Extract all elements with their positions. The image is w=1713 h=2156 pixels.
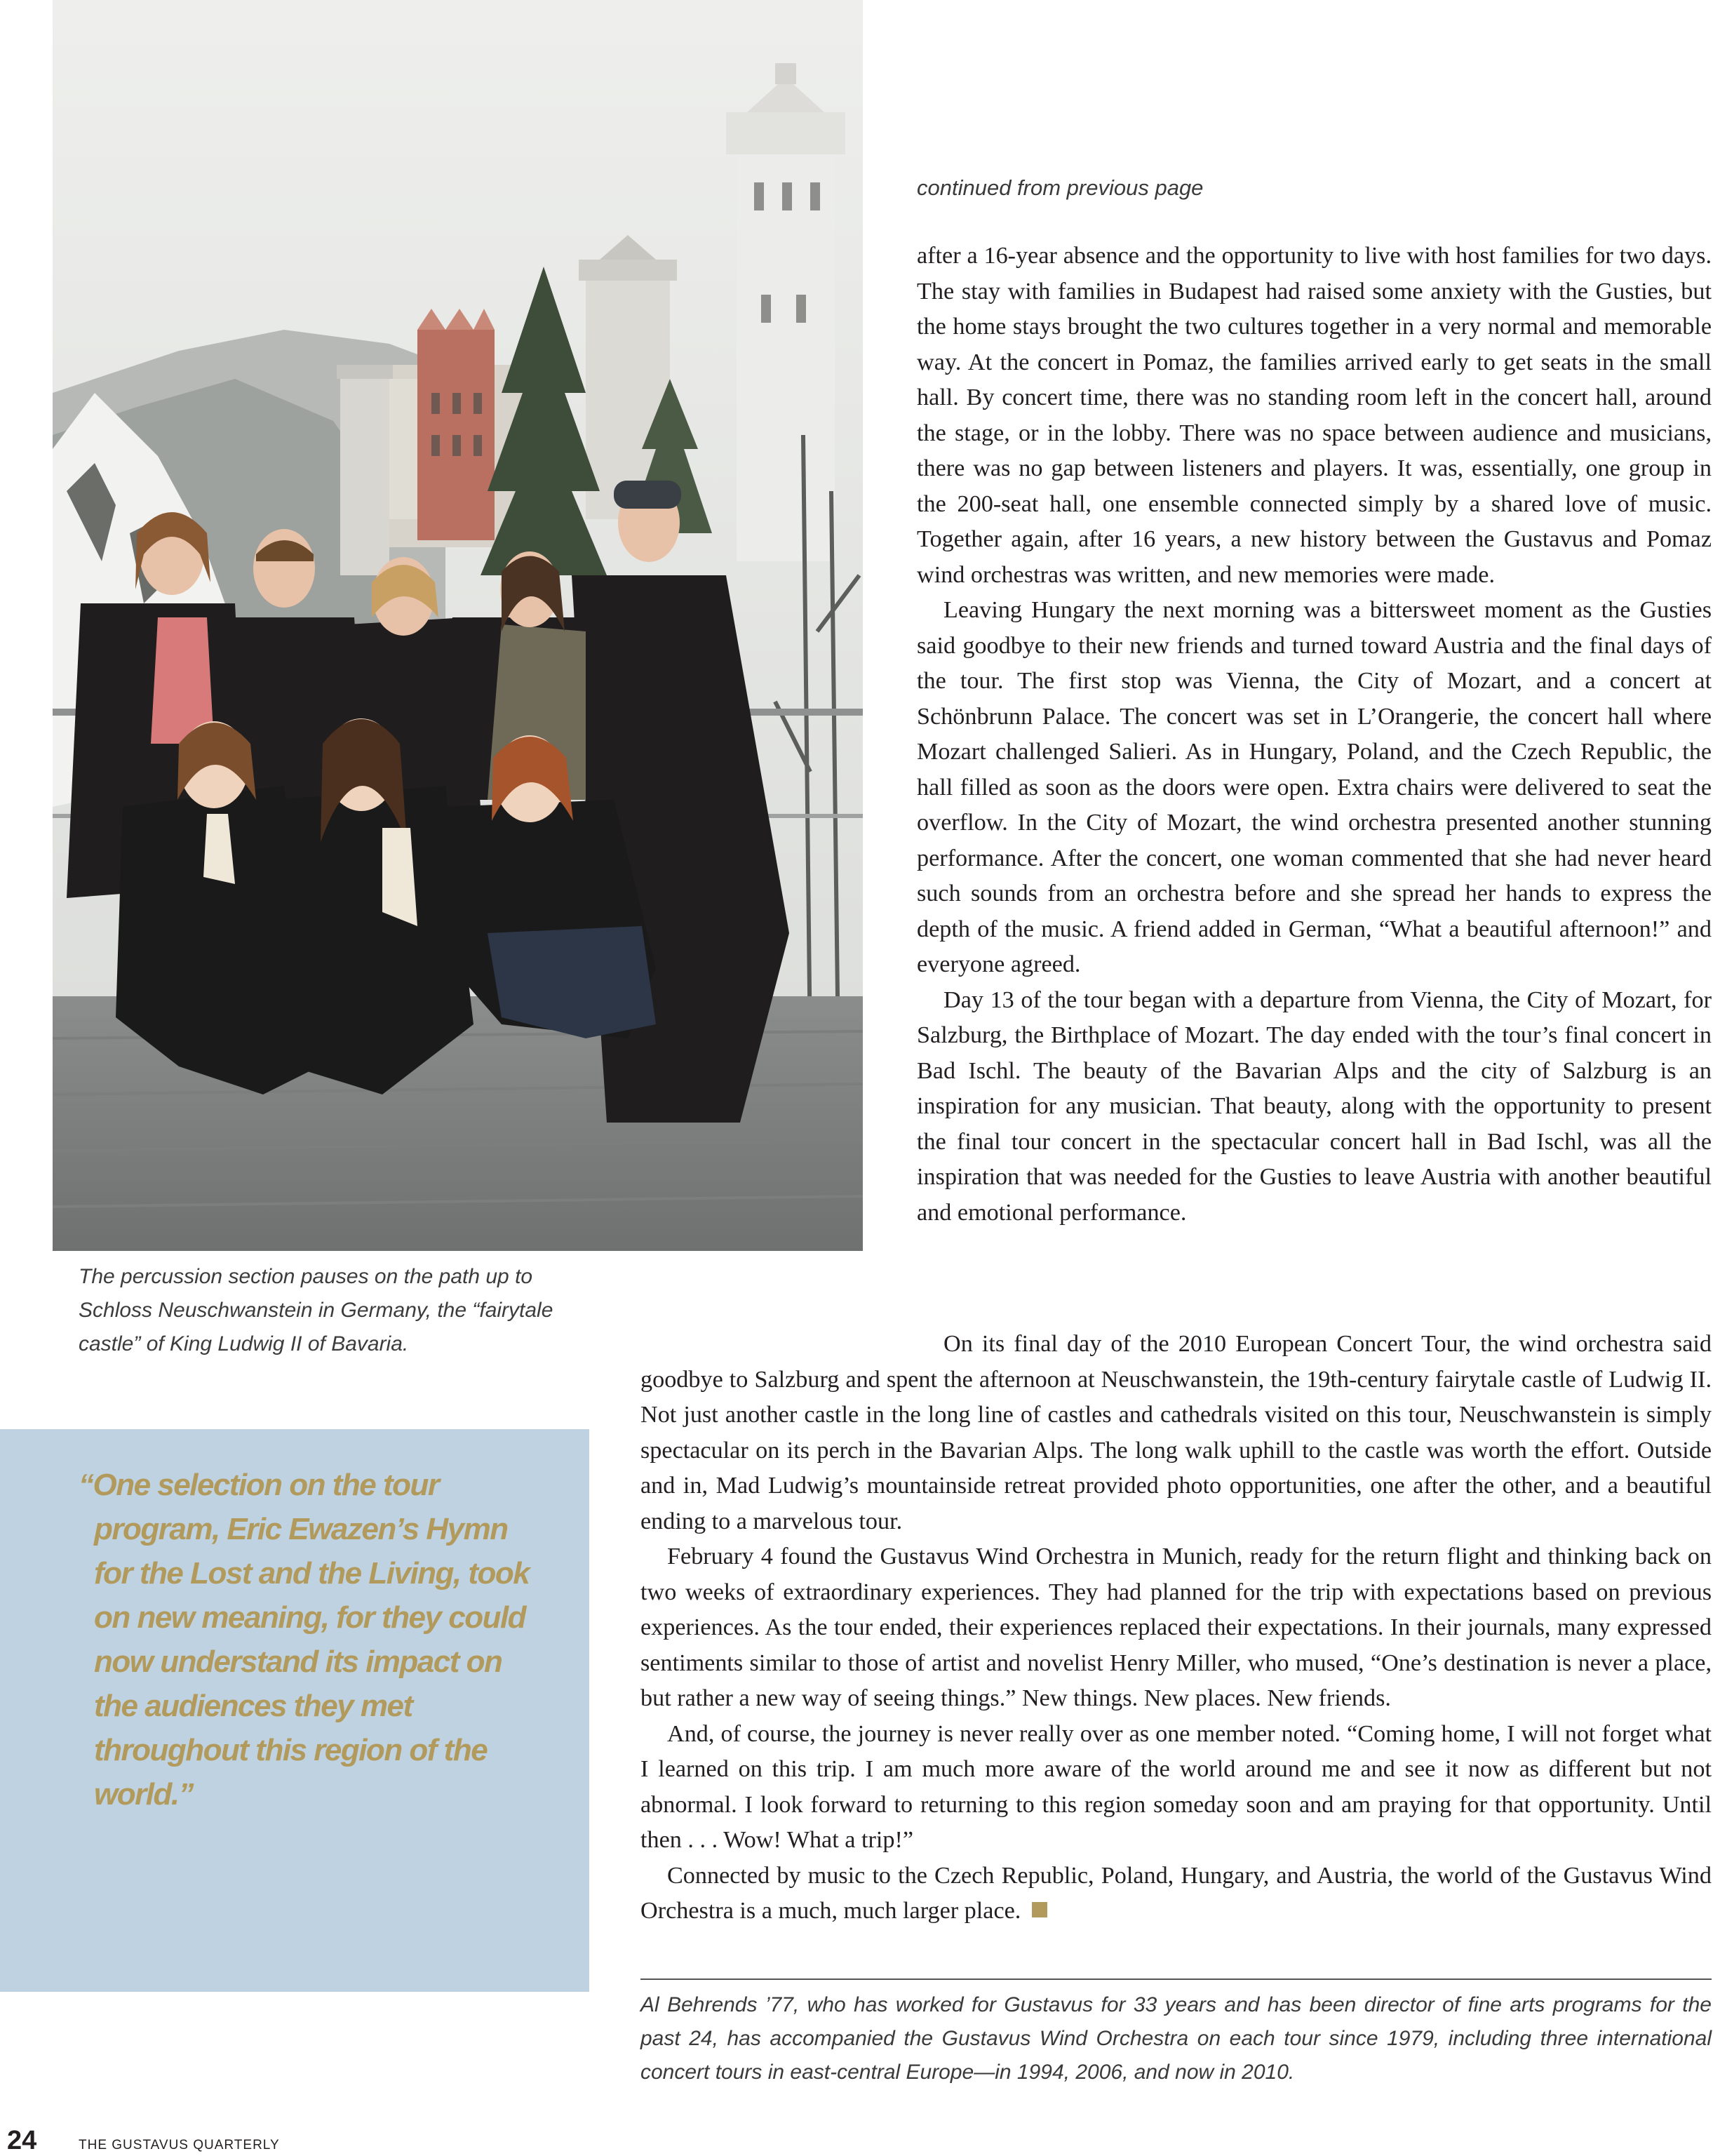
page-number: 24 [7,2126,37,2155]
castle-group-illustration [53,0,863,1251]
author-bio: Al Behrends ’77, who has worked for Gustavus for 33 years and has been director of fine arts programs for the past 24, has accompanied the Gustavus Wind Orchestra on each tour since 1979, including three international concert tours in east-central Europe—in 1994, 2006, and now in 2010. [640,1993,1712,2084]
article-paragraph: Day 13 of the tour began with a departure from Vienna, the City of Mozart, for Salzburg, the Birthplace of Mozart. The day ended with the tour’s final concert in Bad Ischl. The beauty of the Bavarian Alps and the city of Salzburg is an inspiration for any musician. That beauty, along with the opportunity to present the final tour concert in the spectacular concert hall in Bad Ischl, was all the inspiration that was needed for the Gusties to leave Austria with another beautiful and emotional performance. [917,986,1712,1226]
group-photo [53,0,863,1251]
article-paragraph: And, of course, the journey is never really over as one member noted. “Coming home, I will not forget what I learned on this trip. I am much more aware of the world around me and see it now as different but not abnormal. I look forward to returning to this region someday soon and am praying for that opportunity. Until then . . . Wow! What a trip!” [640,1720,1712,1853]
article-paragraph: after a 16-year absence and the opportunity to live with host families for two days. The stay with families in Budapest had raised some anxiety with the Gusties, but the home stays brought the two cultures together in a very normal and memorable way. At the concert in Pomaz, the families arrived early to get seats in the small hall. By concert time, there was no standing room left in the concert hall, around the stage, or in the lobby. There was no space between audience and musicians, there was no gap between listeners and players. It was, essentially, one group in the 200-seat hall, one ensemble connected simply by a shared love of music. Together again, after 16 years, a new history between the Gustavus and Pomaz wind orchestras was written, and new memories were made. [917,243,1712,588]
article-column-right [917,239,1712,1231]
article-paragraph-last [640,1859,1712,1929]
article-paragraph: On its final day of the 2010 European Concert Tour, the wind orchestra said goodbye to Salzburg and spent the afternoon at Neuschwanstein, the 19th-century fairytale castle of Ludwig II. Not just another castle in the long line of castles and cathedrals visited on this tour, Neuschwanstein is simply spectacular on its perch in the Bavarian Alps. The long walk uphill to the castle was worth the effort. Outside and in, Mad Ludwig’s mountainside retreat provided photo opportunities, one after the other, and a beautiful ending to a marvelous tour. [640,1331,1712,1534]
article-final-sentence: Connected by music to the Czech Republic, Poland, Hungary, and Austria, the world of the Gustavus Wind Orchestra is a much, much larger place. [640,1862,1712,1924]
article-column-wide [640,1327,1712,1929]
pullquote: “One selection on the tour program, Eric Ewazen’s Hymn for the Lost and the Living, took on new meaning, for they could now understand its impact on the audiences they met throughout this region of the world.” [79,1468,530,1812]
bio-divider [640,1978,1712,1980]
end-of-article-mark [1032,1902,1047,1917]
article-paragraph: Leaving Hungary the next morning was a bittersweet moment as the Gusties said goodbye to their new friends and turned toward Austria and the final days of the tour. The first stop was Vienna, the City of Mozart, and a concert at Schönbrunn Palace. The concert was set in L’Orangerie, the concert hall where Mozart challenged Salieri. As in Hungary, Poland, and the Czech Republic, the hall filled as soon as the doors were open. Extra chairs were delivered to seat the overflow. In the City of Mozart, the wind orchestra presented another stunning performance. After the concert, one woman commented that she had never heard such sounds from an orchestra before and she spread her hands to express the depth of the music. A friend added in German, “What a beautiful afternoon!” and everyone agreed. [917,597,1712,977]
pullquote-box [0,1429,589,1992]
publication-name: THE GUSTAVUS QUARTERLY [79,2138,280,2152]
photo-caption: The percussion section pauses on the path up to Schloss Neuschwanstein in Germany, the “fairytale castle” of King Ludwig II of Bavaria. [79,1265,553,1355]
continued-note: continued from previous page [917,175,1204,200]
article-paragraph: February 4 found the Gustavus Wind Orchestra in Munich, ready for the return flight and thinking back on two weeks of extraordinary experiences. They had planned for the trip with expectations based on previous experiences. As the tour ended, their experiences replaced their expectations. In their journals, many expressed sentiments similar to those of artist and novelist Henry Miller, who mused, “One’s destination is never a place, but rather a new way of seeing things.” New things. New places. New friends. [640,1544,1712,1711]
